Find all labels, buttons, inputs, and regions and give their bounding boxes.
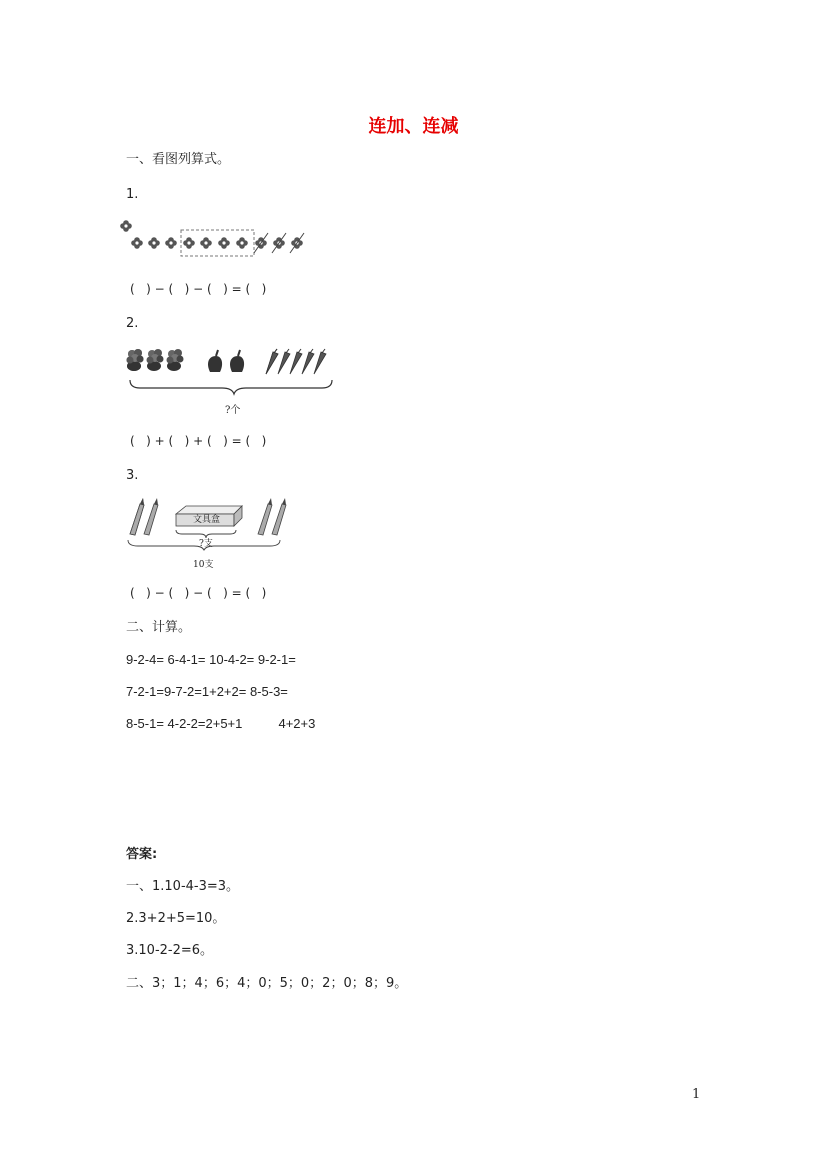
calc-line-1: 9-2-4= 6-4-1= 10-4-2= 9-2-1= [126, 652, 296, 667]
q1-equation-blanks: ( ) − ( ) − ( ) = ( ) [130, 282, 267, 296]
q1-number: 1. [126, 187, 139, 202]
answer-line-3: 3.10-2-2=6。 [126, 943, 214, 958]
section-2-heading: 二、计算。 [126, 620, 192, 635]
answer-line-1: 一、1.10-4-3=3。 [126, 879, 240, 894]
q2-number: 2. [126, 316, 139, 331]
q3-outer-brace-label: 10支 [193, 560, 214, 570]
answers-heading: 答案: [126, 847, 158, 862]
answer-line-4: 二、3；1；4；6；4；0；5；0；2；0；8；9。 [126, 976, 408, 991]
section-1-heading: 一、看图列算式。 [126, 152, 231, 167]
q3-box-label: 文具盒 [193, 515, 221, 525]
calc-line-3: 8-5-1= 4-2-2=2+5+1 4+2+3 [126, 716, 316, 731]
answer-line-2: 2.3+2+5=10。 [126, 911, 226, 926]
calc-line-2: 7-2-1=9-7-2=1+2+2= 8-5-3= [126, 684, 288, 699]
q3-number: 3. [126, 468, 139, 483]
q2-equation-blanks: ( ) + ( ) + ( ) = ( ) [130, 434, 267, 448]
q3-equation-blanks: ( ) − ( ) − ( ) = ( ) [130, 586, 267, 600]
q2-brace-label: ?个 [225, 405, 241, 416]
page-number: 1 [692, 1087, 701, 1102]
q1-flowers-illustration [126, 226, 316, 258]
page-title: 连加、连减 [368, 116, 459, 137]
q3-inner-brace-label: ?支 [199, 539, 213, 549]
